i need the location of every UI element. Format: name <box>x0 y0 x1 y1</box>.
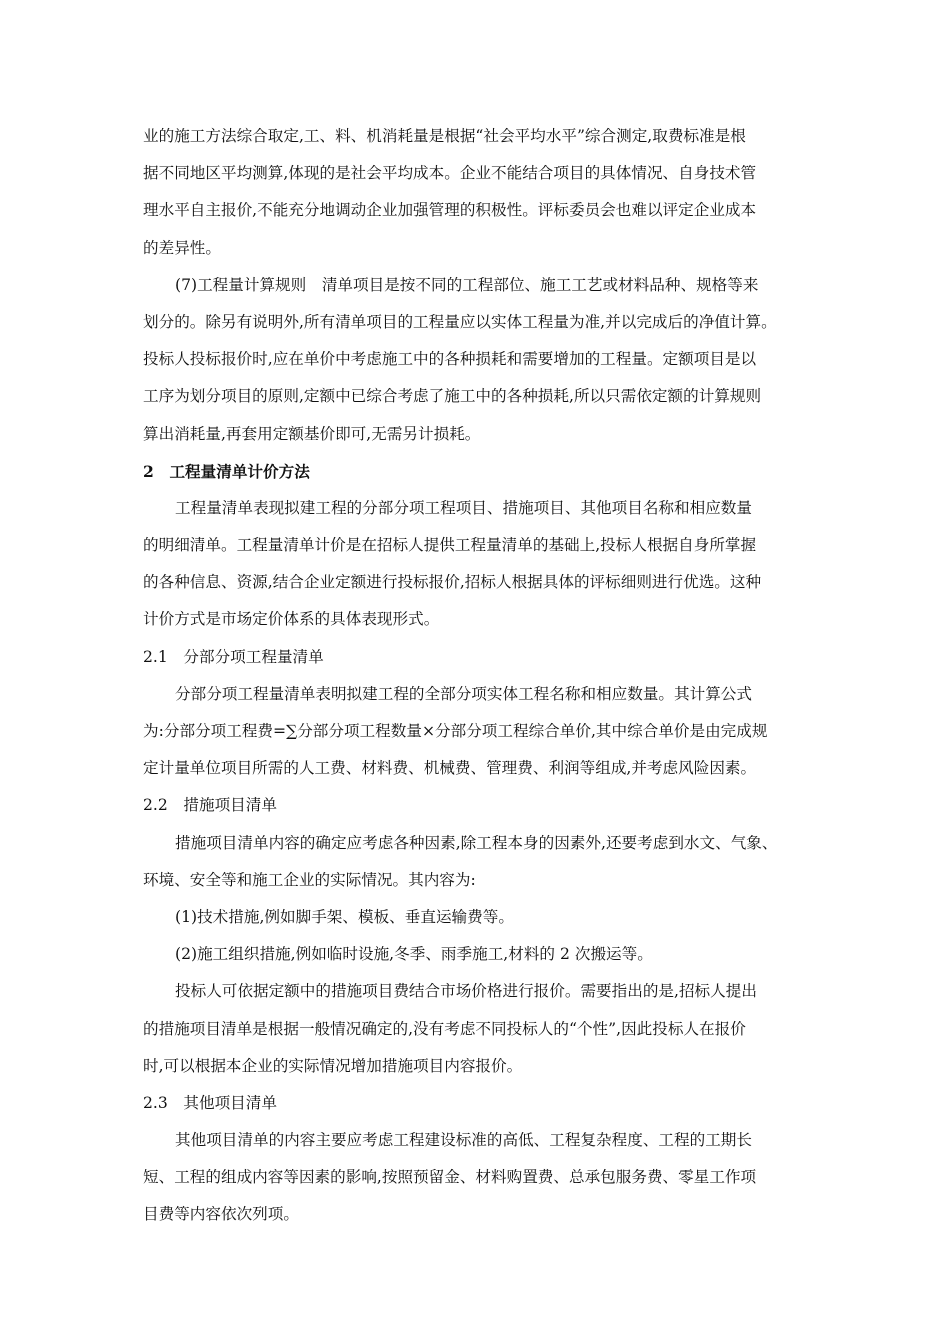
text-line: 理水平自主报价,不能充分地调动企业加强管理的积极性。评标委员会也难以评定企业成本 <box>143 201 757 220</box>
section-heading: 2 工程量清单计价方法 <box>143 461 310 481</box>
text-line: 的各种信息、资源,结合企业定额进行投标报价,招标人根据具体的评标细则进行优选。这种 <box>143 573 762 592</box>
text-line: 的差异性。 <box>143 238 221 257</box>
text-line: 工程量清单表现拟建工程的分部分项工程项目、措施项目、其他项目名称和相应数量 <box>175 498 752 517</box>
text-line: 投标人可依据定额中的措施项目费结合市场价格进行报价。需要指出的是,招标人提出 <box>175 982 757 1001</box>
text-line: 2.2 措施项目清单 <box>143 796 277 815</box>
text-line: 时,可以根据本企业的实际情况增加措施项目内容报价。 <box>143 1056 523 1075</box>
text-line: 为:分部分项工程费=∑分部分项工程数量×分部分项工程综合单价,其中综合单价是由完成规 <box>143 722 768 740</box>
document-body <box>143 118 815 1234</box>
text-line: 工序为划分项目的原则,定额中已综合考虑了施工中的各种损耗,所以只需依定额的计算规则 <box>143 387 762 406</box>
text-line: 环境、安全等和施工企业的实际情况。其内容为: <box>143 870 476 889</box>
text-line: 算出消耗量,再套用定额基价即可,无需另计损耗。 <box>143 424 481 443</box>
text-line: 计价方式是市场定价体系的具体表现形式。 <box>143 610 440 629</box>
text-line: 2.1 分部分项工程量清单 <box>143 647 324 666</box>
text-line: 其他项目清单的内容主要应考虑工程建设标准的高低、工程复杂程度、工程的工期长 <box>175 1131 752 1150</box>
text-line: (7)工程量计算规则 清单项目是按不同的工程部位、施工工艺或材料品种、规格等来 <box>175 275 759 294</box>
text-line: (2)施工组织措施,例如临时设施,冬季、雨季施工,材料的 2 次搬运等。 <box>175 945 653 964</box>
text-line: 目费等内容依次列项。 <box>143 1205 299 1224</box>
text-line: 措施项目清单内容的确定应考虑各种因素,除工程本身的因素外,还要考虑到水文、气象、 <box>175 833 778 852</box>
text-line: 分部分项工程量清单表明拟建工程的全部分项实体工程名称和相应数量。其计算公式 <box>175 684 752 703</box>
text-line: 短、工程的组成内容等因素的影响,按照预留金、材料购置费、总承包服务费、零星工作项 <box>143 1168 757 1187</box>
text-line: 的明细清单。工程量清单计价是在招标人提供工程量清单的基础上,投标人根据自身所掌握 <box>143 536 757 555</box>
text-line: 投标人投标报价时,应在单价中考虑施工中的各种损耗和需要增加的工程量。定额项目是以 <box>143 350 757 369</box>
text-line: 的措施项目清单是根据一般情况确定的,没有考虑不同投标人的“个性”,因此投标人在报价 <box>143 1019 746 1038</box>
text-line: 划分的。除另有说明外,所有清单项目的工程量应以实体工程量为准,并以完成后的净值计算。 <box>143 312 777 331</box>
text-line: 据不同地区平均测算,体现的是社会平均成本。企业不能结合项目的具体情况、自身技术管 <box>143 164 757 183</box>
text-line: 定计量单位项目所需的人工费、材料费、机械费、管理费、利润等组成,并考虑风险因素。 <box>143 759 757 778</box>
text-line: 业的施工方法综合取定,工、料、机消耗量是根据“社会平均水平”综合测定,取费标准是根 <box>143 127 746 145</box>
text-line: (1)技术措施,例如脚手架、模板、垂直运输费等。 <box>175 907 514 926</box>
text-line: 2.3 其他项目清单 <box>143 1093 277 1112</box>
